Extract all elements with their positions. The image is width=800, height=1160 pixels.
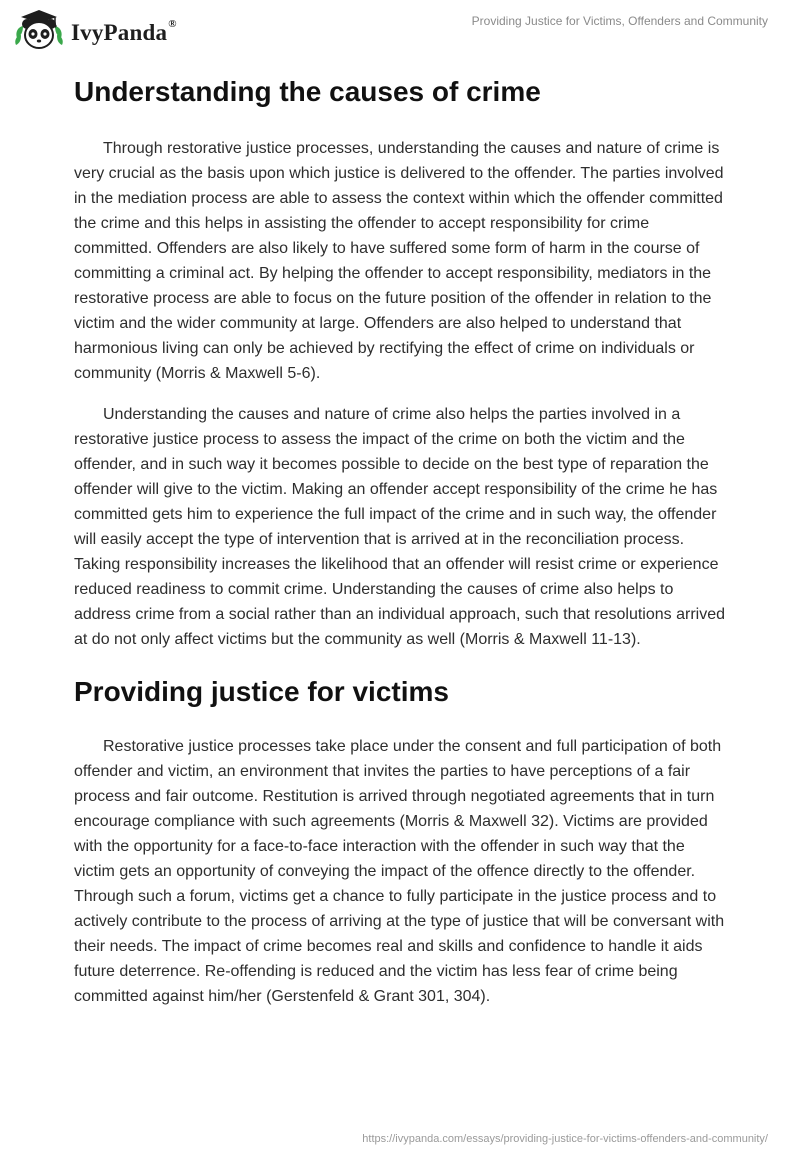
section-heading-justice-for-victims: Providing justice for victims: [74, 676, 449, 707]
paragraph: Understanding the causes and nature of crime also helps the parties involved in a restorative justice process to assess the impact of the crime on both the victim and the offender, and in such way it becomes possible to decide on the best type of reparation the offender will give to the victim. Making an offender accept responsibility of the crime he has committed gets him to experience the full impact of the crime and in such way, the offender will easily accept the type of intervention that is arrived at in the reconciliation process. Taking responsibility increases the likelihood that an offender will resist crime or experience reduced readiness to commit crime. Understanding the causes of crime also helps to address crime from a social rather than an individual approach, such that resolutions arrived at do not only affect victims but the community as well (Morris & Maxwell 11-13).: [74, 406, 725, 648]
document-title: Providing Justice for Victims, Offenders and Community: [471, 14, 768, 28]
brand-logo[interactable]: [14, 8, 177, 57]
registered-mark: ®: [168, 17, 177, 30]
page-header: [0, 0, 800, 56]
section-heading-causes-of-crime: Understanding the causes of crime: [74, 76, 541, 107]
panda-graduate-icon: [14, 8, 64, 57]
essay-content: [74, 70, 728, 1025]
brand-name: IvyPanda®: [71, 17, 177, 45]
source-url[interactable]: https://ivypanda.com/essays/providing-justice-for-victims-offenders-and-community/: [362, 1133, 768, 1145]
paragraph: Through restorative justice processes, understanding the causes and nature of crime is very crucial as the basis upon which justice is delivered to the offender. The parties involved in the mediation process are able to assess the context within which the offender committed the crime and this helps in assisting the offender to accept responsibility for crime committed. Offenders are also likely to have suffered some form of harm in the course of committing a criminal act. By helping the offender to accept responsibility, mediators in the restorative process are able to focus on the future position of the offender in relation to the victim and the wider community at large. Offenders are also helped to understand that harmonious living can only be achieved by rectifying the effect of crime on individuals or community (Morris & Maxwell 5-6).: [74, 140, 724, 382]
paragraph: Restorative justice processes take place under the consent and full participation of both offender and victim, an environment that invites the parties to have perceptions of a fair process and fair outcome. Restitution is arrived through negotiated agreements that in turn encourage compliance with such agreements (Morris & Maxwell 32). Victims are provided with the opportunity for a face-to-face interaction with the offender in such way that the victim gets an opportunity of conveying the impact of the offence directly to the offender. Through such a forum, victims get a chance to fully participate in the justice process and to actively contribute to the process of arriving at the type of justice that will be conversant with their needs. The impact of crime becomes real and skills and confidence to handle it aids future deterrence. Re-offending is reduced and the victim has less fear of crime being committed against him/her (Gerstenfeld & Grant 301, 304).: [74, 738, 725, 1005]
